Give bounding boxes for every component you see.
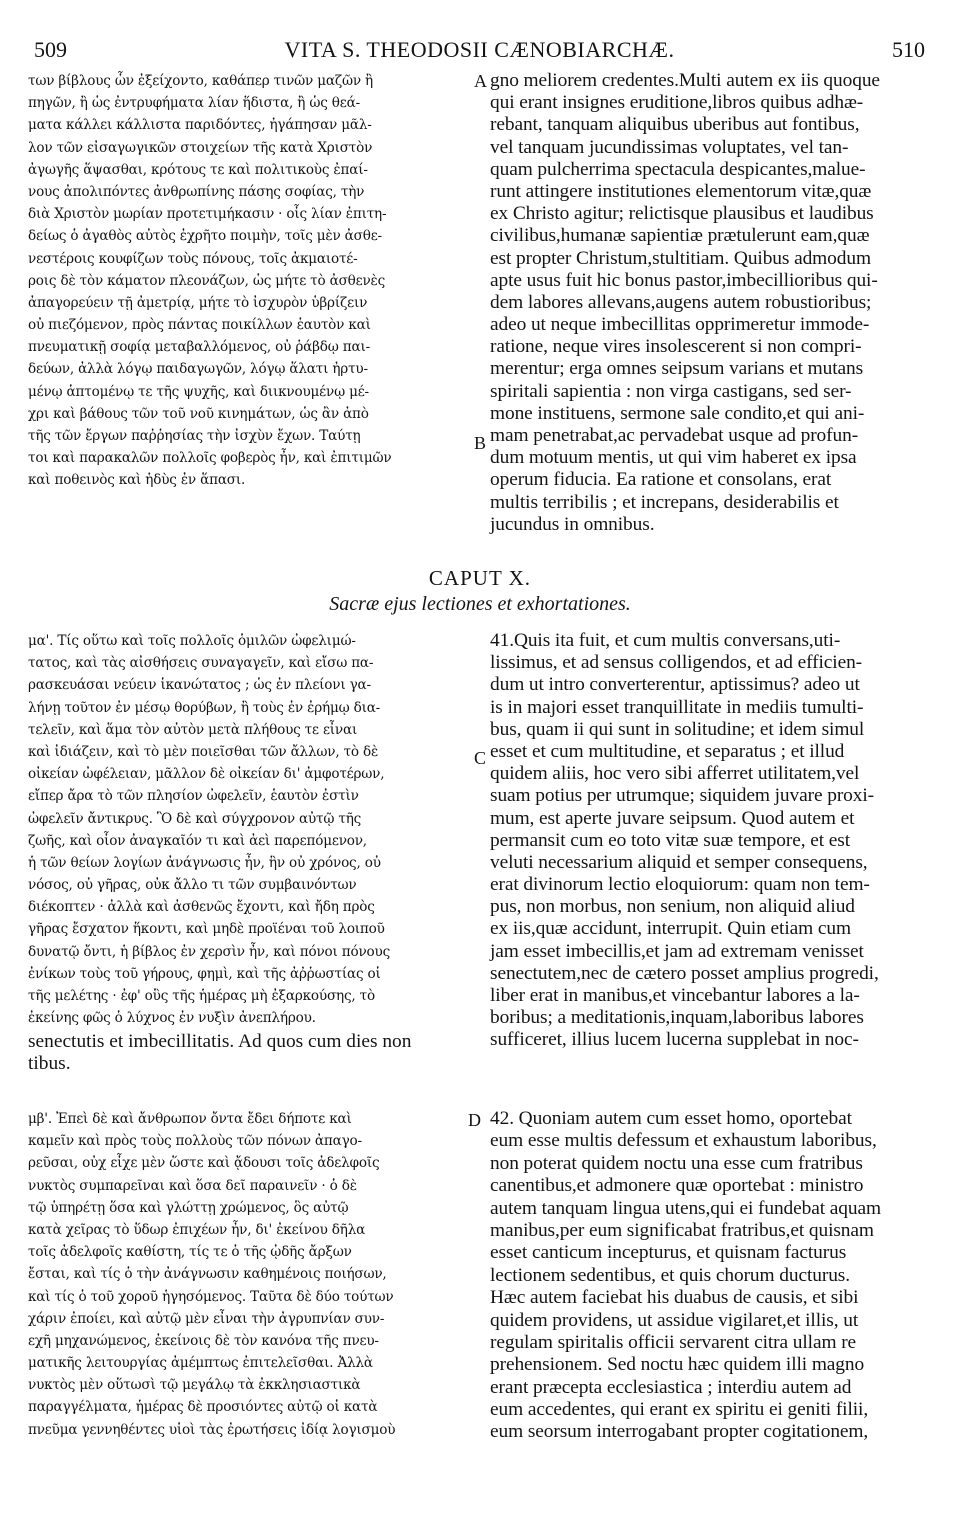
greek-text-line: χάριν ἐποίει, καὶ αὐτῷ μὲν εἶναι τὴν ἀγρυπνίαν συν- — [28, 1310, 385, 1327]
greek-text-line: ζωῆς, καὶ οἷον ἀναγκαῖόν τι καὶ ἀεὶ παρεπόμενον, — [28, 832, 367, 849]
greek-text-line: ρεῦσαι, οὐχ εἶχε μὲν ὥστε καὶ ᾄδουσι τοῖς ἀδελφοῖς — [28, 1155, 380, 1172]
greek-text-line: πνευματικῇ σοφίᾳ μεταβαλλόμενος, οὐ ῥάβδῳ παι- — [28, 339, 370, 356]
latin-text-line: eum esse multis defessum et exhaustum laboribus, — [490, 1130, 877, 1152]
margin-marker-d: D — [468, 1110, 481, 1130]
latin-text-line: est propter Christum,stultitiam. Quibus admodum — [490, 247, 871, 269]
greek-text-line: ἀπαγορεύειν τῇ ἀμετρίᾳ, μήτε τὸ ἰσχυρὸν ὑβρίζειν — [28, 294, 368, 311]
latin-text-line: spiritali sapientia : non virga castigans, sed ser- — [490, 380, 852, 402]
greek-text-line: γῆρας ἔσχατον ἥκοντι, καὶ μηδὲ προϊέναι τοῦ λοιποῦ — [28, 921, 385, 938]
greek-text-line: δείως ὁ ἀγαθὸς αὐτὸς ἐχρῆτο ποιμὴν, τοῖς μὲν ἀσθε- — [28, 228, 382, 245]
latin-text-line: lissimus, et ad sensus colligendos, et ad efficien- — [490, 652, 863, 674]
running-head — [34, 36, 925, 64]
latin-text-line: senectutis et imbecillitatis. Ad quos cum dies non — [28, 1031, 412, 1052]
greek-text-line: παραγγέλματα, ἡμέρας δὲ προσιόντες αὐτῷ οἱ κατὰ — [28, 1399, 378, 1416]
latin-text-line: senectutem,nec de cætero posset amplius progredi, — [490, 962, 879, 984]
greek-text-line: καὶ τίς ὁ τοῦ χοροῦ ἡγησόμενος. Ταῦτα δὲ δύο τούτων — [28, 1288, 394, 1305]
latin-text-line: merentur; erga omnes seipsum varians et mutans — [490, 358, 864, 380]
greek-text-line: οἰκείαν ὠφέλειαν, μᾶλλον δὲ οἰκείαν δι' ἀμφοτέρων, — [28, 766, 385, 783]
latin-text-line: veluti necessarium aliquid et semper consequens, — [490, 851, 868, 873]
latin-text-line: ex Christo agitur; relictisque plausibus et laudibus — [490, 203, 874, 225]
latin-text-line: bus, quam ii qui sunt in solitudine; et idem simul — [490, 718, 865, 740]
greek-text-line: διὰ Χριστὸν μωρίαν προτετιμήκασιν · οἷς λίαν ἐπιτη- — [28, 206, 387, 223]
latin-text-line: 42. Quoniam autem cum esset homo, oportebat — [490, 1108, 852, 1129]
greek-text-line: εχῆ μηχανώμενος, ἐκείνοις δὲ τὸν κανόνα τῆς πνευ- — [28, 1332, 379, 1349]
latin-text-line: dem labores allevans,augens autem robustioribus; — [490, 291, 872, 313]
latin-text-line: apte usus fuit hic bonus pastor,imbecillioribus qui- — [490, 269, 878, 291]
greek-text-line: νόσος, οὐ γῆρας, οὐκ ἄλλο τι τῶν συμβαινόντων — [28, 877, 357, 894]
greek-text-line: μβ'. Ἐπεὶ δὲ καὶ ἄνθρωπον ὄντα ἔδει δήποτε καὶ — [28, 1111, 352, 1127]
greek-text-line: μα'. Τίς οὕτω καὶ τοῖς πολλοῖς ὁμιλῶν ὠφελιμώ- — [28, 633, 356, 649]
greek-text-line: ματικῆς λειτουργίας ἀμέμπτως ἐπιτελεῖσθαι. Ἀλλὰ — [28, 1355, 373, 1372]
latin-text-line: canentibus,et admonere quæ oportebat : ministro — [490, 1175, 864, 1197]
greek-text-line: ἐνίκων τοὺς τοῦ γήρους, φημὶ, καὶ τῆς ἀῤῥωστίας οἱ — [28, 965, 381, 982]
page-number-left: 509 — [34, 37, 67, 62]
greek-text-line: τῆς μελέτης · ἐφ' οὓς τῆς ἡμέρας μὴ ἐξαρκούσης, τὸ — [28, 988, 375, 1004]
greek-text-line: τοῖς ἀδελφοῖς καθίστη, τίς τε ὁ τῆς ᾠδῆς ἄρξων — [28, 1244, 352, 1261]
margin-marker-c: C — [474, 748, 487, 768]
latin-text-line: 41.Quis ita fuit, et cum multis conversans,uti- — [490, 630, 841, 651]
greek-text-line: ρασκευάσαι νεύειν ἱκανώτατος ; ὡς ἐν πλείονι γα- — [28, 677, 371, 694]
greek-text-line: μένῳ ἁπτομένῳ τε τῆς ψυχῆς, καὶ διικνουμένῳ μέ- — [28, 383, 369, 400]
greek-text-line: πνεῦμα γεννηθέντες υἱοὶ τὰς ἐρωτήσεις ἰδίᾳ λογισμοὺ — [28, 1421, 396, 1438]
greek-text-line: των βίβλους ὧν ἐξείχοντο, καθάπερ τινῶν μαζῶν ἢ — [28, 73, 374, 89]
greek-text-line: διέκοπτεν · ἀλλὰ καὶ ἀσθενῶς ἔχοντι, καὶ ἤδη πρὸς — [28, 899, 375, 916]
chapter-number: CAPUT X. — [428, 566, 532, 590]
latin-text-line: dum ut intro converterentur, aptissimus? adeo ut — [490, 674, 860, 696]
latin-text-line: pus, non morbus, non senium, non aliquid aliud — [490, 896, 855, 918]
greek-text-line: δυνατῷ ὄντι, ἡ βίβλος ἐν χερσὶν ἦν, καὶ πόνοι πόνους — [28, 943, 390, 960]
greek-text-line: λον τῶν εἰσαγωγικῶν στοιχείων τῆς κατὰ Χριστὸν — [28, 139, 373, 156]
latin-text-line: runt attingere institutiones elementorum vitæ,quæ — [490, 180, 872, 202]
greek-text-line: νυκτὸς συμπαρεῖναι καὶ ὅσα δεῖ παραινεῖν · ὁ δὲ — [28, 1177, 357, 1194]
latin-text-line: operum fiducia. Ea ratione et consolans, erat — [490, 469, 832, 491]
latin-text-line: boribus; a meditationis,inquam,laboribus labores — [490, 1007, 864, 1029]
greek-text-line: τῆς τῶν ἔργων παῤῥησίας τὴν ἰσχὺν ἔχων. Ταύτῃ — [28, 428, 361, 444]
greek-text-line: ματα κάλλει κάλλιστα παριδόντες, ἠγάπησαν μᾶλ- — [28, 117, 372, 134]
latin-text-line: eum seorsum interrogabant propter cogitationem, — [490, 1421, 869, 1443]
margin-marker-a: A — [474, 71, 487, 91]
greek-text-line: καὶ ποθεινὸς καὶ ἡδὺς ἐν ἅπασι. — [28, 472, 246, 489]
greek-text-line: ὠφελεῖν ἄντικρυς. Ὃ δὲ καὶ σύγχρονον αὐτῷ τῆς — [28, 810, 362, 827]
page-number-right: 510 — [892, 37, 925, 62]
greek-text-line: χρι καὶ βάθους τῶν τοῦ νοῦ κινημάτων, ὡς ἂν ἀπὸ — [28, 405, 369, 422]
latin-text-line: jucundus in omnibus. — [490, 513, 655, 535]
greek-column-top — [28, 70, 473, 492]
latin-text-line: erat divinorum lectio eloquiorum: quam non tem- — [490, 874, 870, 896]
latin-column-top — [490, 70, 922, 536]
latin-text-line: ex iis,quæ accidunt, interrupit. Quin etiam cum — [490, 918, 851, 940]
latin-text-line: suam potius per utrumque; siquidem juvare proxi- — [490, 785, 875, 807]
latin-column-middle — [490, 630, 922, 1052]
latin-text-line: gno meliorem credentes.Multi autem ex iis quoque — [490, 70, 880, 91]
latin-text-line: quidem providens, ut assidue vigilaret,et illis, ut — [490, 1309, 859, 1331]
chapter-subtitle: Sacræ ejus lectiones et exhortationes. — [329, 593, 631, 615]
latin-text-line: is in majori esset tranquillitate in mediis tumulti- — [490, 696, 864, 718]
greek-text-line: τῷ ὑπηρέτῃ ὅσα καὶ γλώττῃ χρώμενος, ὃς αὐτῷ — [28, 1199, 349, 1216]
greek-text-line: νυκτὸς μὲν οὕτωσὶ τῷ μεγάλῳ τὰ ἐκκλησιαστικὰ — [28, 1377, 361, 1394]
greek-text-line: ἀγωγῆς ἅψασθαι, κρότους τε καὶ πολιτικοὺς ἐπαί- — [28, 161, 368, 178]
greek-column-middle — [28, 630, 473, 1029]
greek-text-line: δεύων, ἀλλὰ λόγῳ παιδαγωγῶν, λόγῳ ἅλατι ἠρτυ- — [28, 361, 368, 378]
latin-text-line: non poterat quidem noctu una esse cum fratribus — [490, 1152, 863, 1174]
latin-text-line: esset canticum incepturus, et quisnam facturus — [490, 1242, 847, 1264]
latin-text-line: mone instituens, sermone sale condito,et qui ani- — [490, 402, 865, 424]
greek-text-line: τοι καὶ παρακαλῶν πολλοῖς φοβερὸς ἦν, καὶ ἐπιτιμῶν — [28, 450, 392, 467]
greek-text-line: τελεῖν, καὶ ἅμα τὸν αὐτὸν μετὰ πλήθους τε εἶναι — [28, 721, 358, 738]
margin-marker-b: B — [474, 433, 487, 453]
latin-text-line: civilibus,humanæ sapientiæ prætulerunt eam,quæ — [490, 225, 870, 247]
latin-text-line: eum accedentes, qui erant ex spiritu ei geniti filii, — [490, 1399, 869, 1421]
latin-text-line: ratione, neque vires insolescerent si non compri- — [490, 336, 862, 358]
latin-text-line: manibus,per eum significabat fratribus,et quisnam — [490, 1219, 874, 1241]
greek-text-line: οὐ πιεζόμενον, πρὸς πάντας ποικίλλων ἑαυτὸν καὶ — [28, 317, 371, 334]
chapter-heading — [300, 565, 660, 617]
latin-text-line: liber erat in manibus,et vincebantur labores a la- — [490, 985, 860, 1006]
latin-text-line: qui erant insignes eruditione,libros quibus adhæ- — [490, 92, 864, 114]
running-title: VITA S. THEODOSII CÆNOBIARCHÆ. — [284, 37, 675, 62]
greek-column-bottom — [28, 1108, 473, 1441]
greek-text-line: καὶ ἰδιάζειν, καὶ τὸ μὲν ποιεῖσθαι τῶν ἄλλων, τὸ δὲ — [28, 743, 379, 760]
latin-text-line: multis terribilis ; et increpans, desiderabilis et — [490, 491, 839, 513]
greek-text-line: νεστέροις κουφίζων τοὺς πόνους, τοῖς ἀκμαιοτέ- — [28, 250, 358, 267]
latin-text-line: quam pulcherrima spectacula despicantes,malue- — [490, 158, 866, 180]
latin-text-line: lectionem sedentibus, et quis chorum ducturus. — [490, 1264, 850, 1286]
greek-text-line: εἴπερ ἄρα τὸ τῶν πλησίον ὠφελεῖν, ἑαυτὸν ἐστὶν — [28, 788, 359, 805]
latin-text-line: mam penetrabat,ac pervadebat usque ad profun- — [490, 425, 859, 446]
greek-text-line: λήνῃ τοῦτον ἐν μέσῳ θορύβων, ἢ τοὺς ἐν ἐρήμῳ δια- — [28, 699, 381, 716]
greek-text-line: ἔσται, καὶ τίς ὁ τὴν ἀνάγνωσιν καθημένοις ποιήσων, — [28, 1266, 387, 1283]
latin-text-line: rebant, tanquam aliquibus uberibus aut fontibus, — [490, 114, 860, 136]
latin-text-line: regulam spiritalis officii servarent citra ullam re — [490, 1331, 857, 1353]
greek-text-line: νους ἀπολιπόντες ἀνθρωπίνης πάσης σοφίας, τὴν — [28, 183, 365, 200]
greek-text-line: πηγῶν, ἢ ὡς ἐντρυφήματα λίαν ἥδιστα, ἢ ὡς θεά- — [28, 95, 360, 112]
greek-text-line: κατὰ χεῖρας τὸ ὕδωρ ἐπιχέων ἦν, δι' ἐκείνου δῆλα — [28, 1221, 366, 1238]
latin-text-line: permansit cum eo toto vitæ suæ tempore, et est — [490, 829, 850, 851]
greek-text-line: τατος, καὶ τὰς αἰσθήσεις συναγαγεῖν, καὶ εἴσω πα- — [28, 655, 374, 672]
latin-continuation — [28, 1031, 488, 1075]
latin-text-line: prehensionem. Sed noctu hæc quidem illi magno — [490, 1354, 865, 1376]
latin-text-line: erant præcepta ecclesiastica ; interdiu autem ad — [490, 1376, 852, 1398]
greek-text-line: καμεῖν καὶ πρὸς τοὺς πολλοὺς τῶν πόνων ἀπαγο- — [28, 1133, 362, 1150]
latin-text-line: mum, est aperte juvare seipsum. Quod autem et — [490, 807, 855, 829]
latin-text-line: dum motuum mentis, ut qui vim haberet ex ipsa — [490, 447, 857, 469]
latin-text-line: adeo ut neque imbecillitas opprimeretur immode- — [490, 314, 870, 336]
latin-text-line: tibus. — [28, 1053, 71, 1075]
latin-column-bottom — [490, 1108, 922, 1444]
greek-text-line: ροις δὲ τὸν κάματον πλεονάζων, ὡς μήτε τὸ ἀσθενὲς — [28, 272, 386, 289]
latin-text-line: quidem aliis, hoc vero sibi afferret utilitatem,vel — [490, 763, 860, 785]
latin-text-line: Hæc autem faciebat his duabus de causis, et sibi — [490, 1287, 859, 1309]
latin-text-line: sufficeret, illius lucem lucerna supplebat in noc- — [490, 1029, 859, 1051]
latin-text-line: vel tanquam jucundissimas voluptates, vel tan- — [490, 136, 849, 158]
latin-text-line: esset et cum multitudine, et separatus ; et illud — [490, 740, 845, 762]
greek-text-line: ἡ τῶν θείων λογίων ἀνάγνωσις ἦν, ἣν οὐ χρόνος, οὐ — [28, 854, 381, 871]
latin-text-line: jam esset imbecillis,et jam ad extremam venisset — [490, 940, 864, 962]
greek-text-line: ἐκείνης φῶς ὁ λύχνος ἐν νυξὶν ἀνεπλήρου. — [28, 1010, 316, 1027]
latin-text-line: autem tanquam lingua utens,qui ei fundebat aquam — [490, 1197, 881, 1219]
